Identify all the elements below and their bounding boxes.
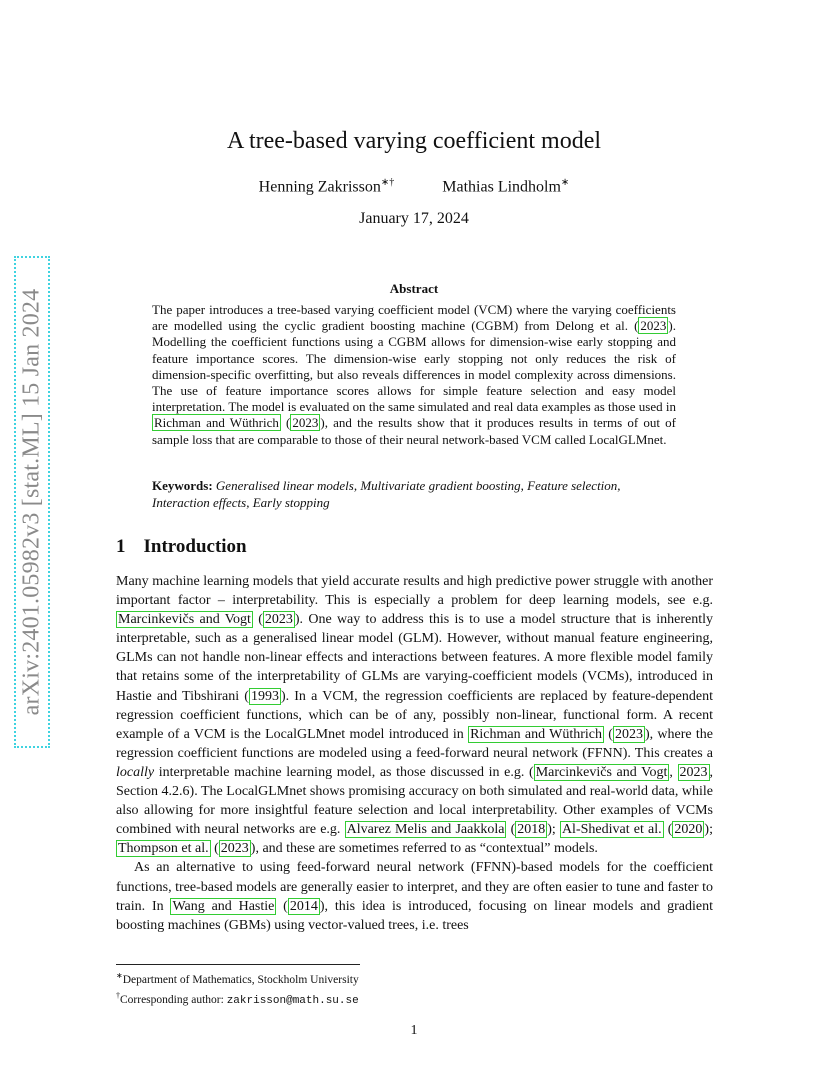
paragraph-text: Many machine learning models that yield accurate results and high predictive power struggle with another important factor – interpretability. This is especially a problem for deep learning models, see e.g. (116, 574, 713, 609)
section-heading (116, 536, 247, 558)
keywords-label: Keywords: (152, 478, 213, 493)
abstract-text: ). Modelling the coefficient functions using a CGBM allows for dimension-wise early stopping and feature importance scores. The dimension-wise early stopping not only reduces the risk of dimension-specific overfitting, but also reveals differences in model complexity across dimensions. The use of feature importance scores allows for simple feature selection and easy model interpretation. The model is evaluated on the same simulated and real data examples as those used in (152, 318, 676, 415)
paper-date: January 17, 2024 (359, 210, 469, 227)
footnote-divider (116, 964, 360, 965)
citation-link[interactable]: 2020 (674, 822, 703, 838)
paragraph-text: ); (704, 822, 713, 838)
paragraph-text: ( (252, 612, 263, 628)
paragraph-text: interpretable machine learning model, as those discussed in e.g. ( (154, 764, 534, 780)
author-1 (259, 177, 395, 196)
paragraph-text: ( (276, 898, 288, 914)
footnote-mark: † (116, 990, 120, 1000)
citation-link[interactable]: 2023 (679, 764, 708, 780)
citation-link[interactable]: Thompson et al. (118, 841, 209, 857)
citation-link[interactable]: Richman and Wüthrich (154, 415, 279, 431)
author-2-name: Mathias Lindholm (442, 178, 561, 196)
citation-link[interactable]: Alvarez Melis and Jaakkola (346, 822, 505, 838)
paragraph-text: ); (547, 822, 560, 838)
paragraph-text: ), this idea is introduced, focusing on linear models and gradient boosting machines (GBMs) using vector-valued trees, i.e. trees (116, 898, 713, 933)
section-title: Introduction (143, 536, 247, 557)
author-2-marks: ∗ (560, 177, 570, 188)
author-1-name: Henning Zakrisson (258, 178, 381, 196)
footnotes (116, 968, 716, 1009)
paragraph (116, 572, 713, 858)
paragraph-text: ( (210, 841, 219, 857)
section-number: 1 (116, 536, 126, 557)
author-2 (442, 177, 569, 196)
arxiv-identifier-text: arXiv:2401.05982v3 [stat.ML] 15 Jan 2024 (18, 288, 45, 716)
keywords (152, 478, 676, 511)
paragraph-text: ( (663, 822, 673, 838)
footnote-affiliation (116, 968, 716, 988)
citation-link[interactable]: 2023 (614, 726, 643, 742)
citation-link[interactable]: 2014 (289, 898, 318, 914)
footnote-mark: ∗ (116, 971, 123, 980)
citation-link[interactable]: 2023 (292, 415, 319, 431)
abstract-body (152, 302, 676, 448)
paragraph-text: , Section 4.2.6). The LocalGLMnet shows promising accuracy on both simulated and real-world data, while also allowing for more insightful feature selection and local interpretability. Other examples of VCMs combined with neural networks are e.g. (116, 764, 713, 838)
citation-link[interactable]: 2023 (264, 612, 293, 628)
paragraph-text: ( (604, 726, 613, 742)
paper-title: A tree-based varying coefficient model (226, 128, 602, 154)
paragraph-text: , (669, 764, 678, 780)
author-list (0, 177, 828, 196)
citation-link[interactable]: Al-Shedivat et al. (561, 822, 662, 838)
page-number: 1 (410, 1023, 418, 1038)
abstract-heading: Abstract (389, 281, 439, 296)
abstract-text: ), and the results show that it produces results in terms of out of sample loss that are comparable to those of their neural network-based VCM called LocalGLMnet. (152, 415, 676, 447)
paragraph-text: ). In a VCM, the regression coefficients are replaced by feature-dependent regression coefficient functions, which can be of any, possibly non-linear, functional form. A recent example of a VCM is the LocalGLMnet model introduced in (116, 688, 713, 742)
footnote-text: Department of Mathematics, Stockholm University (122, 973, 359, 986)
citation-link[interactable]: Marcinkevičs and Vogt (535, 764, 668, 780)
citation-link[interactable]: 2023 (640, 318, 667, 334)
paragraph-text: As an alternative to using feed-forward neural network (FFNN)-based models for the coefficient functions, tree-based models are generally easier to interpret, and they are often easier to tune and faster to train. In (116, 860, 713, 914)
citation-link[interactable]: Marcinkevičs and Vogt (118, 612, 251, 628)
arxiv-identifier-stamp[interactable] (14, 256, 50, 748)
emphasized-text: locally (116, 764, 155, 780)
keywords-list: Generalised linear models, Multivariate gradient boosting, Feature selection, Interaction effects, Early stopping (152, 478, 621, 510)
paragraph-text: ( (506, 822, 516, 838)
footnote-text: Corresponding author: (120, 993, 227, 1006)
citation-link[interactable]: 1993 (250, 688, 279, 704)
citation-link[interactable]: 2018 (517, 822, 546, 838)
citation-link[interactable]: Wang and Hastie (172, 898, 275, 914)
citation-link[interactable]: 2023 (220, 841, 249, 857)
paragraph-text: ), and these are sometimes referred to as “contextual” models. (250, 841, 598, 857)
abstract-text: The paper introduces a tree-based varying coefficient model (VCM) where the varying coefficients are modelled using the cyclic gradient boosting machine (CGBM) from Delong et al. ( (152, 302, 676, 334)
citation-link[interactable]: Richman and Wüthrich (470, 726, 603, 742)
author-1-marks: ∗† (380, 177, 395, 188)
abstract-text: ( (280, 415, 291, 431)
paragraph-text: ). One way to address this is to use a model structure that is inherently interpretable, such as a generalised linear model (GLM). However, without manual feature engineering, GLMs can not handle non-linear effects and interactions between features. A more flexible model family that retains some of the interpretability of GLMs are varying-coefficient models (VCMs), introduced in Hastie and Tibshirani ( (116, 612, 713, 704)
paragraph-text: ), where the regression coefficient functions are modeled using a feed-forward neural network (FFNN). This creates a (116, 726, 714, 761)
footnote-corresponding (116, 988, 716, 1009)
paragraph (116, 858, 713, 934)
email-address: zakrisson@math.su.se (226, 994, 359, 1007)
introduction-body (116, 572, 713, 935)
